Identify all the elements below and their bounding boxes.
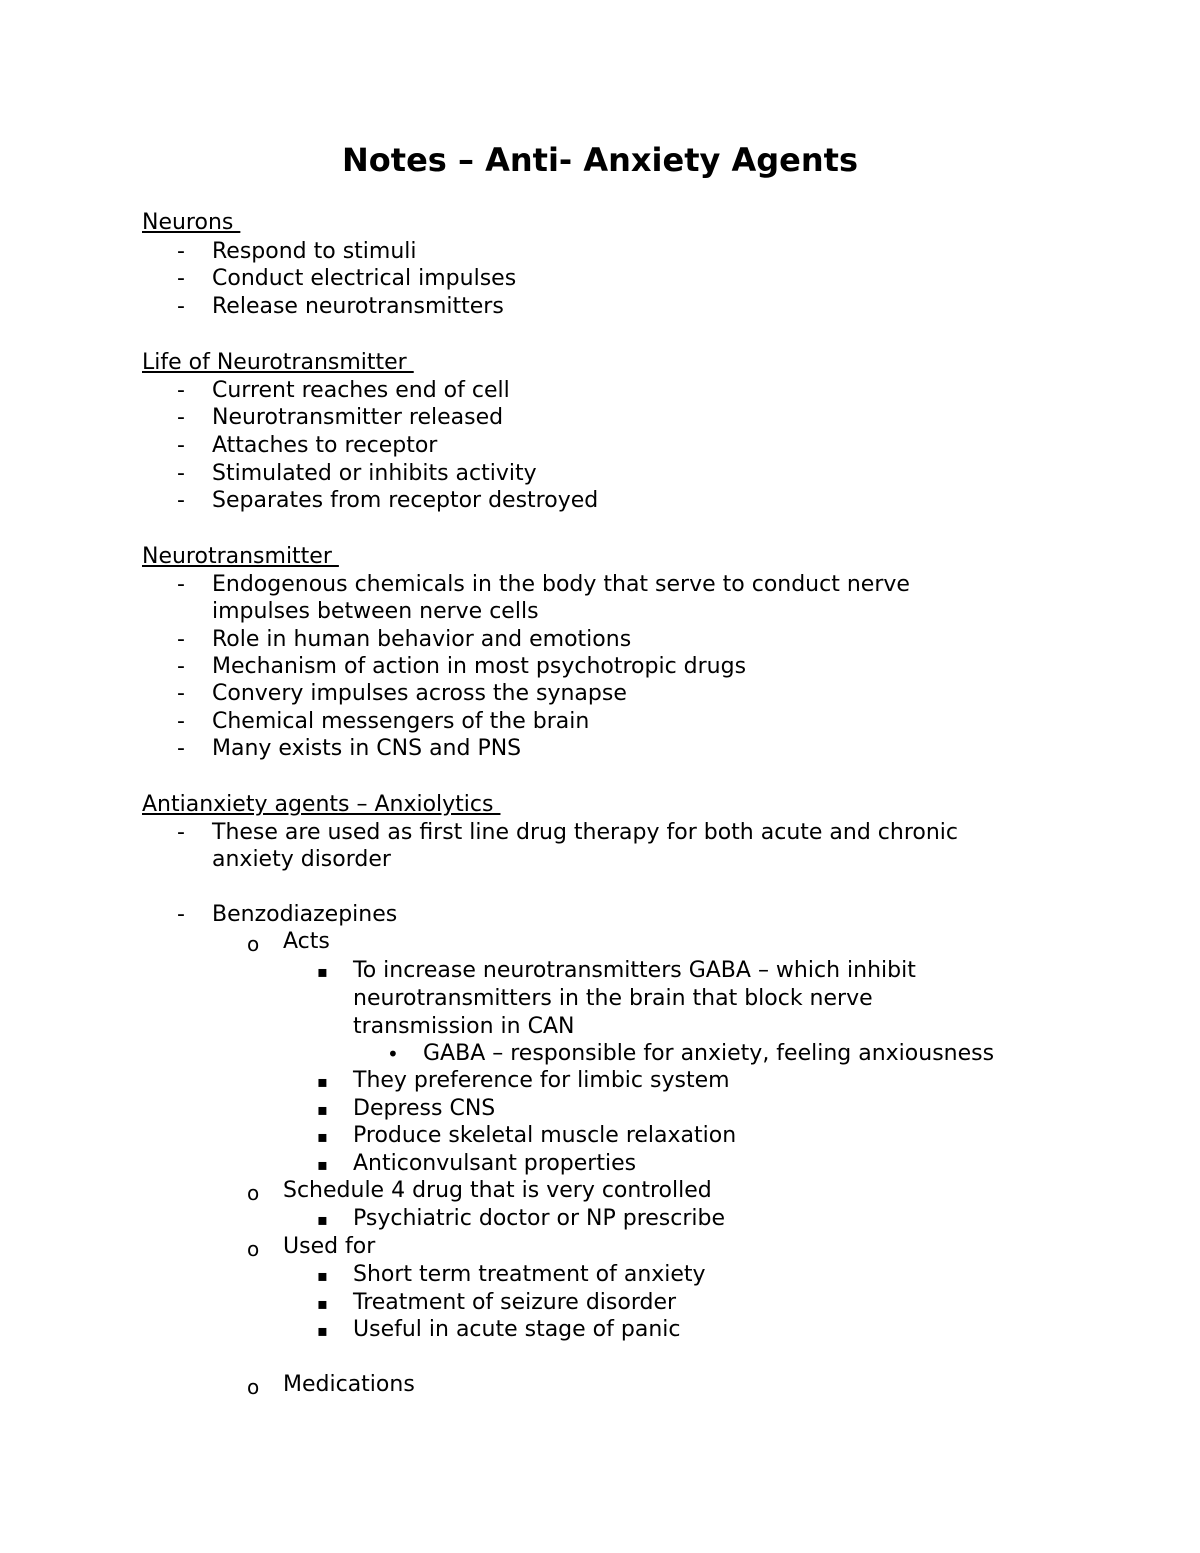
section-heading-life-of-neurotransmitter: Life of Neurotransmitter: [142, 350, 414, 375]
list-item: Attaches to receptor: [212, 433, 438, 458]
list-item-gaba: GABA – responsible for anxiety, feeling anxiousness: [423, 1041, 995, 1066]
dash-bullet-icon: -: [177, 405, 185, 430]
list-item: Useful in acute stage of panic: [353, 1317, 681, 1342]
section-heading-neurons: Neurons: [142, 210, 241, 235]
list-item-acts: Acts: [283, 929, 330, 954]
dash-bullet-icon: -: [177, 378, 185, 403]
square-bullet-icon: ▪: [317, 1072, 328, 1091]
list-item-medications: Medications: [283, 1372, 415, 1397]
dash-bullet-icon: -: [177, 433, 185, 458]
square-bullet-icon: ▪: [317, 1100, 328, 1119]
list-item: They preference for limbic system: [353, 1068, 730, 1093]
dash-bullet-icon: -: [177, 736, 185, 761]
dash-bullet-icon: -: [177, 266, 185, 291]
square-bullet-icon: ▪: [317, 1155, 328, 1174]
dash-bullet-icon: -: [177, 461, 185, 486]
list-item: Convery impulses across the synapse: [212, 681, 627, 706]
list-item: Produce skeletal muscle relaxation: [353, 1123, 737, 1148]
dash-bullet-icon: -: [177, 681, 185, 706]
list-item-continuation: impulses between nerve cells: [212, 599, 539, 624]
list-item-schedule: Schedule 4 drug that is very controlled: [283, 1178, 712, 1203]
list-item: Respond to stimuli: [212, 239, 417, 264]
square-bullet-icon: ▪: [317, 1294, 328, 1313]
list-item: These are used as first line drug therapy for both acute and chronic: [212, 820, 959, 845]
list-item: Short term treatment of anxiety: [353, 1262, 706, 1287]
square-bullet-icon: ▪: [317, 962, 328, 981]
circle-bullet-icon: o: [247, 932, 260, 956]
page-title: Notes – Anti- Anxiety Agents: [342, 141, 858, 179]
circle-bullet-icon: o: [247, 1181, 260, 1205]
dash-bullet-icon: -: [177, 572, 185, 597]
list-item: Treatment of seizure disorder: [353, 1290, 677, 1315]
list-item: Mechanism of action in most psychotropic drugs: [212, 654, 747, 679]
circle-bullet-icon: o: [247, 1237, 260, 1261]
dash-bullet-icon: -: [177, 654, 185, 679]
list-item: Endogenous chemicals in the body that serve to conduct nerve: [212, 572, 910, 597]
dash-bullet-icon: -: [177, 488, 185, 513]
list-item-benzodiazepines: Benzodiazepines: [212, 902, 398, 927]
list-item: Release neurotransmitters: [212, 294, 504, 319]
list-item: Stimulated or inhibits activity: [212, 461, 537, 486]
dash-bullet-icon: -: [177, 820, 185, 845]
list-item: To increase neurotransmitters GABA – which inhibit: [353, 958, 916, 983]
dash-bullet-icon: -: [177, 239, 185, 264]
list-item: Anticonvulsant properties: [353, 1151, 637, 1176]
list-item-continuation: anxiety disorder: [212, 847, 391, 872]
dash-bullet-icon: -: [177, 627, 185, 652]
dash-bullet-icon: -: [177, 902, 185, 927]
dash-bullet-icon: -: [177, 294, 185, 319]
section-heading-antianxiety-agents: Antianxiety agents – Anxiolytics: [142, 792, 501, 817]
square-bullet-icon: ▪: [317, 1321, 328, 1340]
list-item: Neurotransmitter released: [212, 405, 504, 430]
list-item: Psychiatric doctor or NP prescribe: [353, 1206, 726, 1231]
round-bullet-icon: •: [387, 1042, 399, 1066]
list-item: Many exists in CNS and PNS: [212, 736, 522, 761]
square-bullet-icon: ▪: [317, 1210, 328, 1229]
list-item: Current reaches end of cell: [212, 378, 510, 403]
list-item: Separates from receptor destroyed: [212, 488, 599, 513]
list-item-used-for: Used for: [283, 1234, 376, 1259]
list-item: Conduct electrical impulses: [212, 266, 517, 291]
square-bullet-icon: ▪: [317, 1127, 328, 1146]
list-item: Depress CNS: [353, 1096, 496, 1121]
circle-bullet-icon: o: [247, 1375, 260, 1399]
list-item-continuation: transmission in CAN: [353, 1014, 575, 1039]
list-item: Role in human behavior and emotions: [212, 627, 632, 652]
dash-bullet-icon: -: [177, 709, 185, 734]
section-heading-neurotransmitter: Neurotransmitter: [142, 544, 339, 569]
list-item: Chemical messengers of the brain: [212, 709, 590, 734]
list-item-continuation: neurotransmitters in the brain that block nerve: [353, 986, 873, 1011]
square-bullet-icon: ▪: [317, 1266, 328, 1285]
